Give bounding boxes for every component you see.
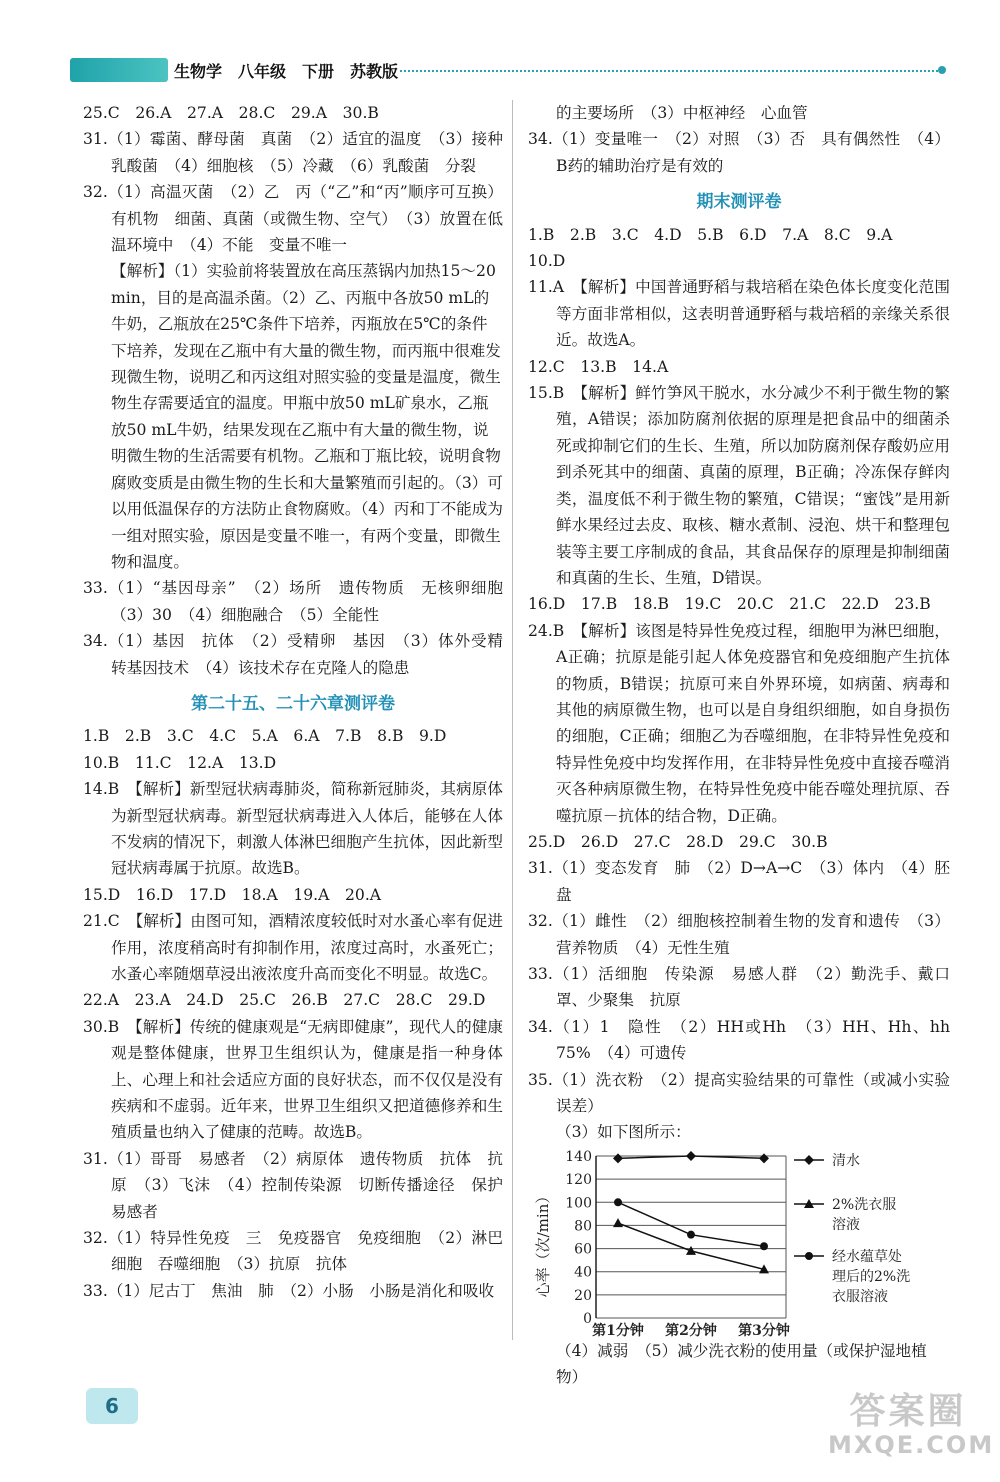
data-point	[613, 1218, 623, 1227]
right-column	[528, 100, 966, 1391]
answer-11: 11.A 【解析】中国普通野稻与栽培稻在染色体长度变化范围等方面非常相似，这表明普通野稻与栽培稻的亲缘关系很近。故选A。	[528, 278, 950, 350]
y-tick-label: 0	[583, 1310, 592, 1327]
data-point	[686, 1151, 696, 1161]
answer-line: 15.D 16.D 17.D 18.A 19.A 20.A	[83, 885, 382, 904]
answer-33: 33.（1）尼古丁 焦油 肺 （2）小肠 小肠是消化和吸收	[83, 1281, 495, 1300]
answer-34: 34.（1）1 隐性 （2）HH或Hh （3）HH、Hh、hh 75% （4）可遗传	[528, 1017, 966, 1063]
legend-label: 理后的2%洗	[832, 1268, 911, 1285]
legend-marker	[805, 1252, 813, 1260]
answer-33: 33.（1）“基因母亲” （2）场所 遗传物质 无核卵细胞 （3）30 （4）细胞融合 （5）全能性	[83, 579, 519, 624]
answer-line: 1.B 2.B 3.C 4.C 5.A 6.A 7.B 8.B 9.D	[83, 727, 447, 746]
series-logo	[70, 58, 168, 82]
data-point	[759, 1153, 769, 1163]
y-tick-label: 140	[565, 1148, 592, 1165]
answer-35-4-5: （4）减弱 （5）减少洗衣粉的使用量（或保护湿地植物）	[556, 1341, 927, 1387]
answer-30: 30.B 【解析】传统的健康观是“无病即健康”，现代人的健康观是整体健康，世界卫生组织认为，健康是指一种身体上、心理上和社会适应方面的良好状态，而不仅仅是没有疾病和不虚弱。近年来，世界卫生组织又把道德修养和生殖质量也纳入了健康的范畴。故选B。	[83, 1017, 503, 1142]
answer-35: 35.（1）洗衣粉 （2）提高实验结果的可靠性（或减小实验误差）	[528, 1070, 950, 1116]
data-point	[687, 1231, 695, 1239]
analysis-32: 【解析】（1）实验前将装置放在高压蒸锅内加热15～20 min，目的是高温杀菌。（2）乙、丙瓶中各放50 mL的牛奶，乙瓶放在25℃条件下培养，丙瓶放在5℃的条件下培养，发现在乙瓶中有大量的微生物，而丙瓶中很难发现微生物，说明乙和丙这组对照实验的变量是温度，微生物生存需要适宜的温度。甲瓶中放50 mL矿泉水，乙瓶放50 mL牛奶，结果发现在乙瓶中有大量的微生物，说明微生物的生活需要有机物。乙瓶和丁瓶比较，说明食物腐败变质是由微生物的生长和大量繁殖而引起的。（3）可以用低温保存的方法防止食物腐败。（4）丙和丁不能成为一组对照实验，原因是变量不唯一，有两个变量，即微生物和温度。	[111, 262, 503, 571]
answer-31: 31.（1）哥哥 易感者 （2）病原体 遗传物质 抗体 抗原 （3）飞沫 （4）控制传染源 切断传播途径 保护易感者	[83, 1149, 503, 1221]
answer-24: 24.B 【解析】该图是特异性免疫过程，细胞甲为淋巴细胞，A正确；抗原是能引起人体免疫器官和免疫细胞产生抗体的物质，B错误；抗原可来自外界环境，如病菌、病毒和其他的病原微生物，也可以是自身组织细胞，如自身损伤的细胞，C正确；细胞乙为吞噬细胞，在非特异性免疫和特异性免疫中均发挥作用，在非特异性免疫中直接吞噬消灭各种病原微生物，在特异性免疫中能吞噬处理抗原、吞噬抗原－抗体的结合物，D正确。	[528, 621, 950, 825]
data-point	[760, 1242, 768, 1250]
book-title: 生物学 八年级 下册 苏教版	[174, 62, 399, 81]
data-point	[613, 1153, 623, 1163]
answer-32: 32.（1）高温灭菌 （2）乙 丙（“乙”和“丙”顺序可互换）有机物 细菌、真菌（或微生物、空气） （3）放置在低温环境中 （4）不能 变量不唯一	[83, 183, 503, 255]
answer-35-3: （3）如下图所示：	[556, 1123, 691, 1142]
answer-line: 25.D 26.D 27.C 28.D 29.C 30.B	[528, 832, 828, 851]
x-tick-label: 第1分钟	[592, 1322, 644, 1338]
x-tick-label: 第2分钟	[665, 1322, 717, 1338]
answer-15: 15.B 【解析】鲜竹笋风干脱水，水分减少不利于微生物的繁殖，A错误；添加防腐剂依据的原理是把食品中的细菌杀死或抑制它们的生长、生殖，所以加防腐剂保存酸奶应用到杀死其中的细菌、真菌的原理，B正确；冷冻保存鲜肉类，温度低不利于微生物的繁殖，C错误；“蜜饯”是用新鲜水果经过去皮、取核、糖水煮制、浸泡、烘干和整理包装等主要工序制成的食品，其食品保存的原理是抑制细菌和真菌的生长、生殖，D错误。	[528, 384, 950, 587]
legend-label: 衣服溶液	[832, 1288, 888, 1305]
answer-14: 14.B 【解析】新型冠状病毒肺炎，简称新冠肺炎，其病原体为新型冠状病毒。新型冠状病毒进入人体后，能够在人体不发病的情况下，刺激人体淋巴细胞产生抗体，因此新型冠状病毒属于抗原。故选B。	[83, 780, 503, 878]
page-header	[70, 56, 950, 84]
legend-label: 2%洗衣服	[832, 1196, 897, 1213]
series-line	[618, 1202, 764, 1246]
header-dot	[938, 66, 946, 74]
y-tick-label: 20	[574, 1287, 592, 1304]
data-point	[686, 1246, 696, 1255]
answer-34: 34.（1）变量唯一 （2）对照 （3）否 具有偶然性 （4）B药的辅助治疗是有效的	[528, 130, 950, 175]
answer-31: 31.（1）霉菌、酵母菌 真菌 （2）适宜的温度 （3）接种乳酸菌 （4）细胞核 （5）冷藏 （6）乳酸菌 分裂	[83, 130, 503, 175]
y-tick-label: 60	[574, 1241, 592, 1258]
watermark-text: 答案圈	[849, 1391, 967, 1432]
x-tick-label: 第3分钟	[738, 1322, 790, 1338]
answer-line: 1.B 2.B 3.C 4.D 5.B 6.D 7.A 8.C 9.A	[528, 225, 893, 244]
answer-line: 22.A 23.A 24.D 25.C 26.B 27.C 28.C 29.D	[83, 991, 486, 1010]
answer-line: 10.B 11.C 12.A 13.D	[83, 753, 277, 772]
heart-rate-chart	[528, 1148, 948, 1338]
y-tick-label: 80	[574, 1218, 592, 1235]
answer-line: 25.C 26.A 27.A 28.C 29.A 30.B	[83, 104, 379, 122]
legend-label: 清水	[832, 1152, 860, 1169]
answer-33: 33.（1）活细胞 传染源 易感人群 （2）勤洗手、戴口罩、少聚集 抗原	[528, 965, 950, 1010]
data-point	[614, 1198, 622, 1206]
answer-32: 32.（1）雌性 （2）细胞核控制着生物的发育和遗传 （3）营养物质 （4）无性生殖	[528, 912, 950, 957]
left-column	[83, 100, 519, 1304]
y-tick-label: 40	[574, 1264, 592, 1281]
section-title-ch25-26: 第二十五、二十六章测评卷	[191, 693, 395, 714]
legend-label: 溶液	[832, 1216, 860, 1233]
heart-rate-chart-svg	[528, 1148, 948, 1338]
watermark-url: MXQE.COM	[828, 1430, 995, 1459]
y-tick-label: 120	[565, 1171, 592, 1188]
page-number: 6	[86, 1388, 138, 1424]
answer-line: 12.C 13.B 14.A	[528, 357, 669, 376]
section-title-final-exam: 期末测评卷	[696, 192, 782, 213]
answer-31: 31.（1）变态发育 肺 （2）D→A→C （3）体内 （4）胚盘	[528, 859, 950, 904]
column-divider	[512, 100, 513, 1340]
legend-marker	[804, 1155, 814, 1165]
watermark	[828, 1391, 995, 1478]
y-axis-label: 心率（次/min）	[534, 1188, 552, 1298]
header-divider	[400, 70, 938, 72]
answer-34: 34.（1）基因 抗体 （2）受精卵 基因 （3）体外受精 转基因技术 （4）该技术存在克隆人的隐患	[83, 632, 519, 677]
answer-21: 21.C 【解析】由图可知，酒精浓度较低时对水蚤心率有促进作用，浓度稍高时有抑制作用，浓度过高时，水蚤死亡；水蚤心率随烟草浸出液浓度升高而变化不明显。故选C。	[83, 912, 503, 983]
answer-33-continued: 的主要场所 （3）中枢神经 心血管	[556, 104, 808, 122]
legend-label: 经水蕴草处	[832, 1248, 902, 1265]
y-tick-label: 100	[565, 1195, 592, 1212]
answer-line: 16.D 17.B 18.B 19.C 20.C 21.C 22.D 23.B	[528, 595, 931, 614]
answer-32: 32.（1）特异性免疫 三 免疫器官 免疫细胞 （2）淋巴细胞 吞噬细胞 （3）抗原 抗体	[83, 1229, 503, 1274]
answer-line: 10.D	[528, 252, 566, 271]
